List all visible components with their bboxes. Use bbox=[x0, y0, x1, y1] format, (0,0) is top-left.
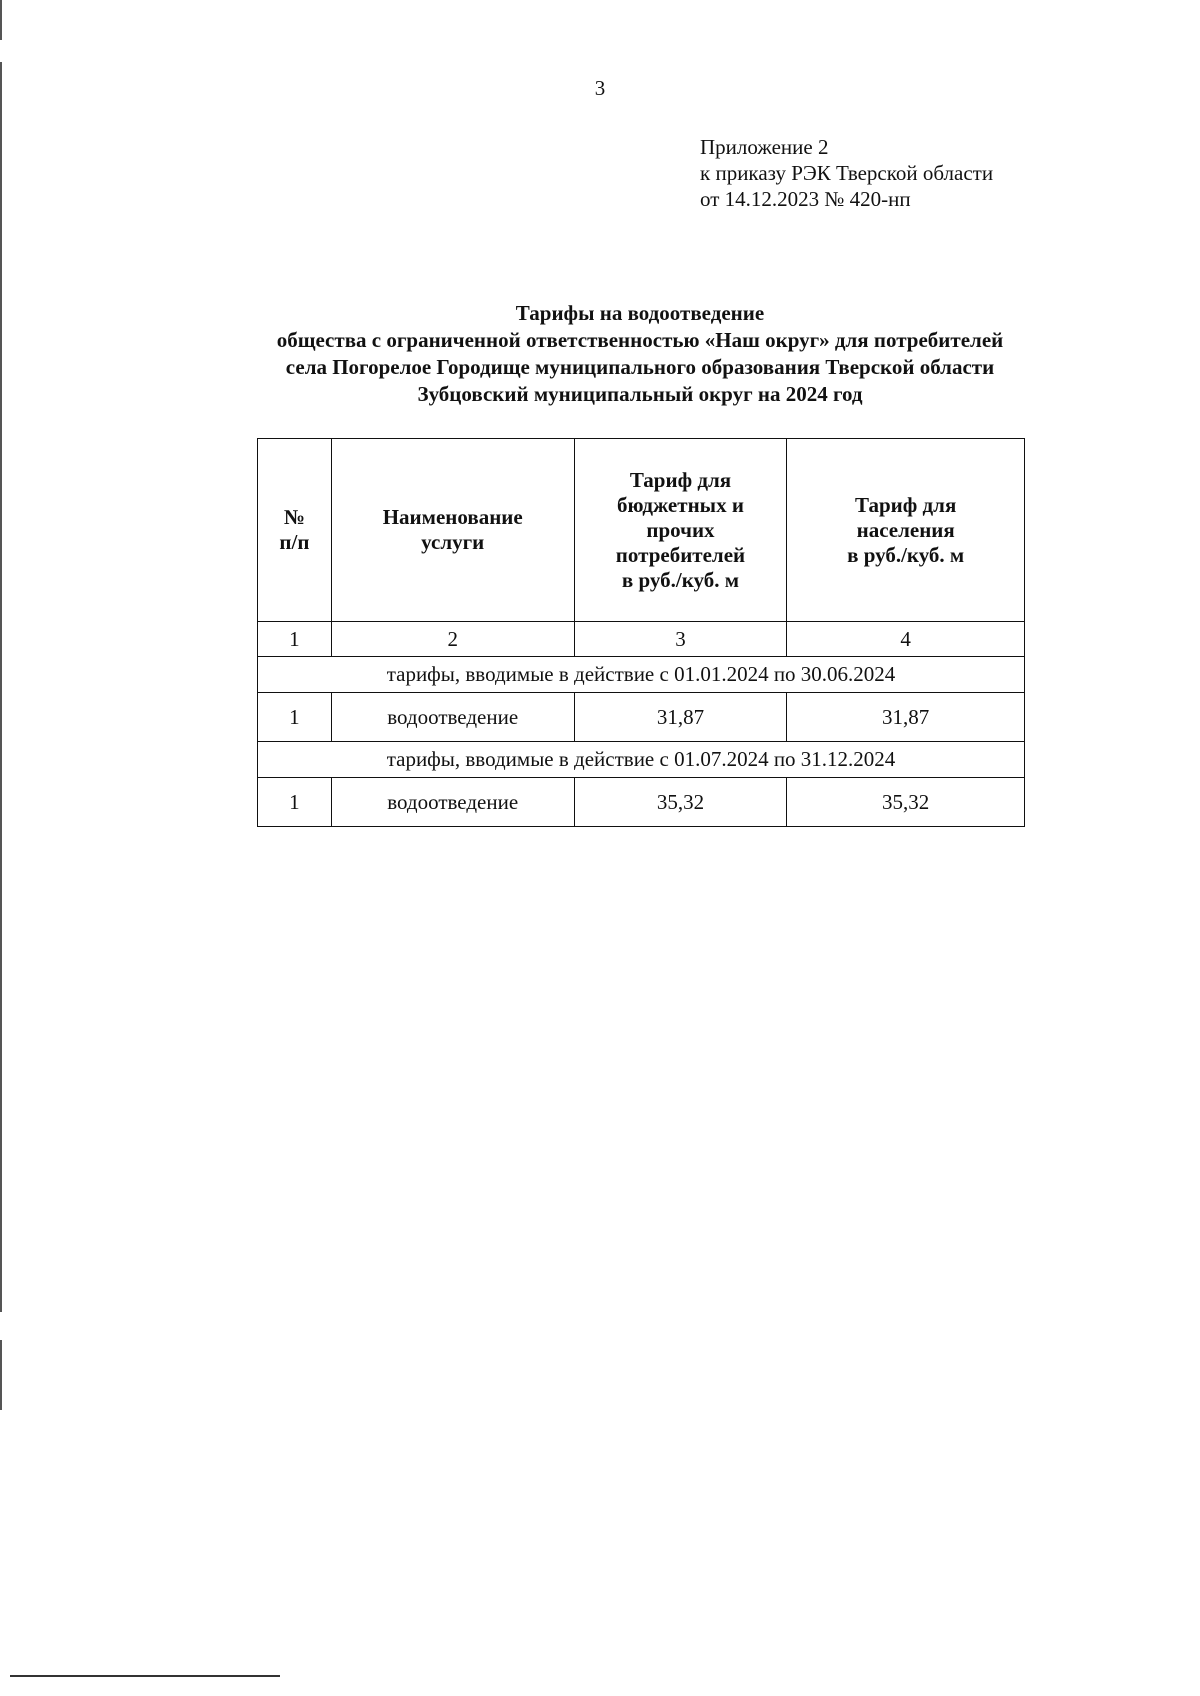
row-number: 1 bbox=[258, 778, 332, 827]
header-tariff-population: Тариф для населения в руб./куб. м bbox=[787, 439, 1025, 622]
header-service-name: Наименование услуги bbox=[331, 439, 574, 622]
appendix-line: от 14.12.2023 № 420-нп bbox=[700, 187, 911, 211]
scan-margin-line bbox=[0, 62, 2, 1312]
appendix-line: Приложение 2 bbox=[700, 135, 829, 159]
title-line: общества с ограниченной ответственностью «Наш округ» для потребителей bbox=[276, 328, 1004, 352]
appendix-line: к приказу РЭК Тверской области bbox=[700, 161, 994, 185]
appendix-note bbox=[700, 134, 993, 212]
tariff-population: 31,87 bbox=[787, 693, 1025, 742]
header-number: № п/п bbox=[258, 439, 332, 622]
table-row bbox=[258, 778, 1025, 827]
column-number: 2 bbox=[331, 622, 574, 657]
column-number: 3 bbox=[574, 622, 787, 657]
title-line: Тарифы на водоотведение bbox=[515, 301, 765, 325]
table-row bbox=[258, 693, 1025, 742]
tariff-budget: 31,87 bbox=[574, 693, 787, 742]
footer-line bbox=[10, 1675, 280, 1677]
period-row bbox=[258, 657, 1025, 693]
tariff-population: 35,32 bbox=[787, 778, 1025, 827]
scan-margin-line bbox=[0, 0, 2, 40]
title-line: Зубцовский муниципальный округ на 2024 год bbox=[417, 382, 863, 406]
service-name: водоотведение bbox=[331, 693, 574, 742]
period-label: тарифы, вводимые в действие с 01.01.2024 по 30.06.2024 bbox=[258, 657, 1025, 693]
page-number: 3 bbox=[594, 76, 606, 100]
tariff-budget: 35,32 bbox=[574, 778, 787, 827]
header-row bbox=[258, 439, 1025, 622]
row-number: 1 bbox=[258, 693, 332, 742]
tariff-table bbox=[257, 438, 1025, 827]
service-name: водоотведение bbox=[331, 778, 574, 827]
header-tariff-budget: Тариф для бюджетных и прочих потребителей в руб./куб. м bbox=[574, 439, 787, 622]
document-title bbox=[200, 300, 1080, 408]
scan-margin-line bbox=[0, 1340, 2, 1410]
column-number: 4 bbox=[787, 622, 1025, 657]
column-number: 1 bbox=[258, 622, 332, 657]
period-row bbox=[258, 742, 1025, 778]
period-label: тарифы, вводимые в действие с 01.07.2024 по 31.12.2024 bbox=[258, 742, 1025, 778]
column-number-row bbox=[258, 622, 1025, 657]
title-line: села Погорелое Городище муниципального образования Тверской области bbox=[285, 355, 995, 379]
